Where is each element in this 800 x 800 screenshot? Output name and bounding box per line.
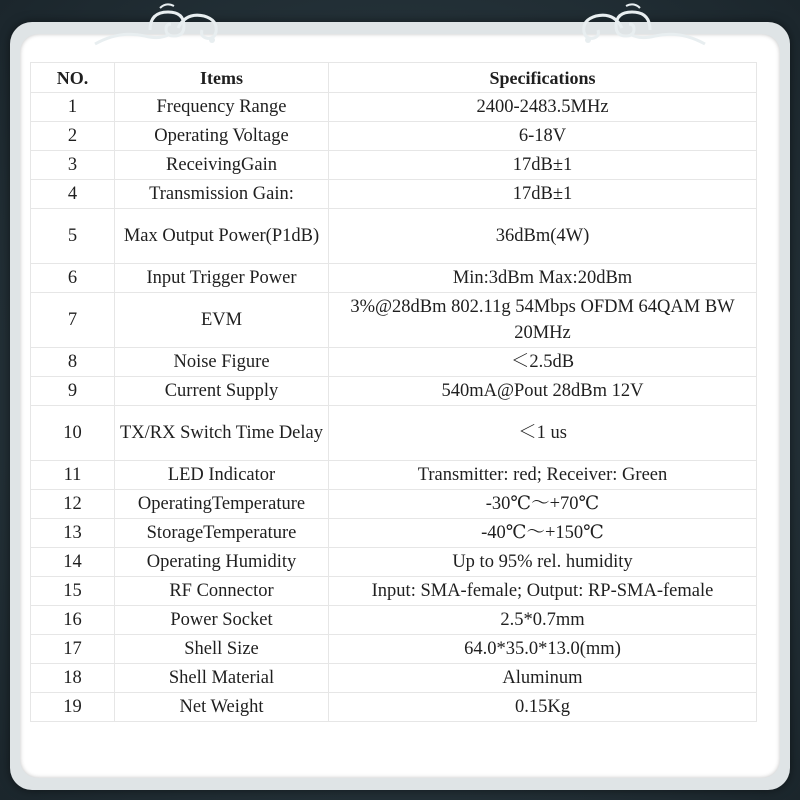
- table-row: [31, 406, 757, 461]
- row-item: OperatingTemperature: [115, 490, 329, 519]
- row-number: 7: [31, 293, 115, 348]
- row-number: 16: [31, 606, 115, 635]
- table-row: [31, 490, 757, 519]
- header-items: Items: [115, 63, 329, 93]
- row-item: Operating Humidity: [115, 548, 329, 577]
- row-number: 2: [31, 122, 115, 151]
- specifications-table: [30, 62, 757, 722]
- row-item: Input Trigger Power: [115, 264, 329, 293]
- table-row: [31, 348, 757, 377]
- row-item: Frequency Range: [115, 93, 329, 122]
- row-item: Noise Figure: [115, 348, 329, 377]
- row-spec: -40℃～+150℃: [329, 519, 757, 548]
- row-number: 4: [31, 180, 115, 209]
- row-number: 10: [31, 406, 115, 461]
- table-row: [31, 93, 757, 122]
- row-spec: Up to 95% rel. humidity: [329, 548, 757, 577]
- row-spec: 17dB±1: [329, 151, 757, 180]
- table-row: [31, 519, 757, 548]
- row-spec: Transmitter: red; Receiver: Green: [329, 461, 757, 490]
- table-row: [31, 693, 757, 722]
- table-row: [31, 606, 757, 635]
- row-number: 12: [31, 490, 115, 519]
- table-row: [31, 577, 757, 606]
- row-spec: 2.5*0.7mm: [329, 606, 757, 635]
- row-item: Current Supply: [115, 377, 329, 406]
- row-spec: 6-18V: [329, 122, 757, 151]
- table-row: [31, 264, 757, 293]
- header-specifications: Specifications: [329, 63, 757, 93]
- table-row: [31, 293, 757, 348]
- row-spec: 540mA@Pout 28dBm 12V: [329, 377, 757, 406]
- header-no: NO.: [31, 63, 115, 93]
- row-spec: 17dB±1: [329, 180, 757, 209]
- table-header-row: [31, 63, 757, 93]
- table-row: [31, 461, 757, 490]
- row-item: Max Output Power(P1dB): [115, 209, 329, 264]
- row-item: Power Socket: [115, 606, 329, 635]
- row-spec: 0.15Kg: [329, 693, 757, 722]
- row-number: 1: [31, 93, 115, 122]
- table-row: [31, 635, 757, 664]
- row-item: EVM: [115, 293, 329, 348]
- row-item: Transmission Gain:: [115, 180, 329, 209]
- row-number: 14: [31, 548, 115, 577]
- table-row: [31, 209, 757, 264]
- row-item: TX/RX Switch Time Delay: [115, 406, 329, 461]
- table-row: [31, 180, 757, 209]
- row-number: 5: [31, 209, 115, 264]
- row-number: 15: [31, 577, 115, 606]
- row-item: LED Indicator: [115, 461, 329, 490]
- cloud-scroll-ornament-icon: [570, 0, 710, 52]
- row-number: 18: [31, 664, 115, 693]
- row-spec: Min:3dBm Max:20dBm: [329, 264, 757, 293]
- table-row: [31, 548, 757, 577]
- row-spec: 64.0*35.0*13.0(mm): [329, 635, 757, 664]
- row-number: 8: [31, 348, 115, 377]
- row-item: RF Connector: [115, 577, 329, 606]
- table-row: [31, 664, 757, 693]
- row-spec: ＜2.5dB: [329, 348, 757, 377]
- table-row: [31, 151, 757, 180]
- row-item: ReceivingGain: [115, 151, 329, 180]
- row-number: 19: [31, 693, 115, 722]
- cloud-scroll-ornament-icon: [90, 0, 230, 52]
- row-spec: -30℃～+70℃: [329, 490, 757, 519]
- row-number: 6: [31, 264, 115, 293]
- row-number: 9: [31, 377, 115, 406]
- row-spec: Aluminum: [329, 664, 757, 693]
- row-item: Shell Material: [115, 664, 329, 693]
- row-item: Shell Size: [115, 635, 329, 664]
- row-spec: 3%@28dBm 802.11g 54Mbps OFDM 64QAM BW 20MHz: [329, 293, 757, 348]
- row-spec: Input: SMA-female; Output: RP-SMA-female: [329, 577, 757, 606]
- row-number: 17: [31, 635, 115, 664]
- row-number: 11: [31, 461, 115, 490]
- row-item: Operating Voltage: [115, 122, 329, 151]
- row-number: 13: [31, 519, 115, 548]
- row-spec: ＜1 us: [329, 406, 757, 461]
- row-spec: 36dBm(4W): [329, 209, 757, 264]
- table-row: [31, 377, 757, 406]
- row-spec: 2400-2483.5MHz: [329, 93, 757, 122]
- row-item: Net Weight: [115, 693, 329, 722]
- row-item: StorageTemperature: [115, 519, 329, 548]
- table-row: [31, 122, 757, 151]
- row-number: 3: [31, 151, 115, 180]
